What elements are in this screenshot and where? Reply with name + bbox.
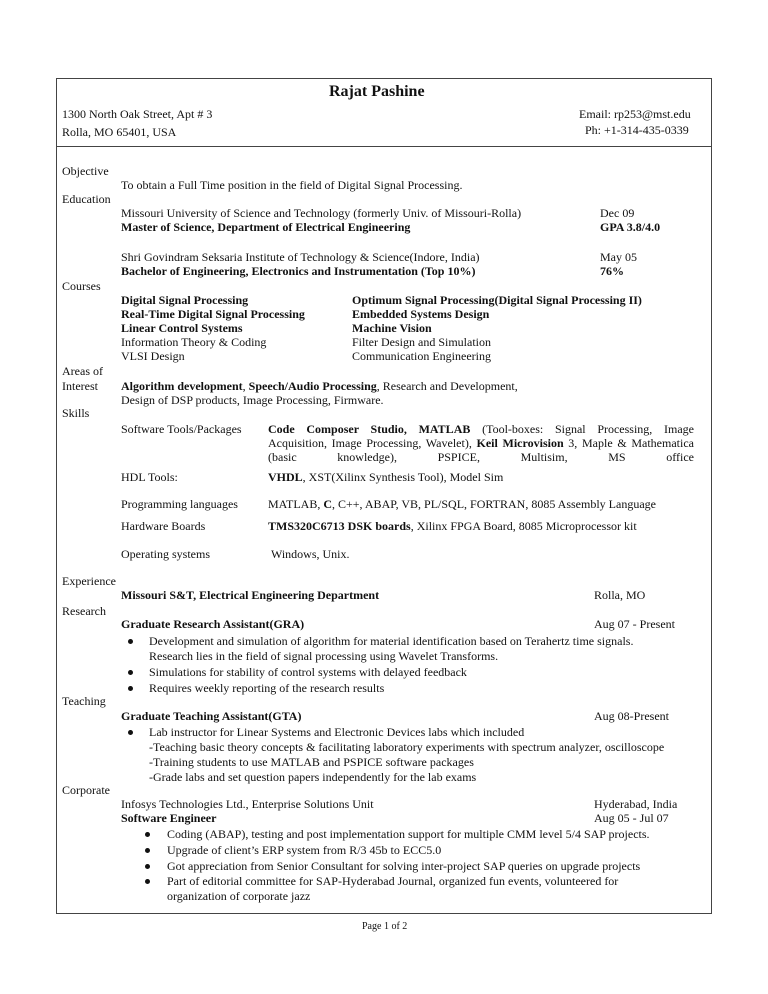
corp-bullet: Part of editorial committee for SAP-Hyderabad Journal, organized fun events, volunteered for [167,874,619,888]
gta-sub-item: -Training students to use MATLAB and PSPICE software packages [149,755,474,769]
course-item: Information Theory & Coding [121,335,267,349]
edu-2-score: 76% [600,264,624,278]
label-research: Research [62,604,106,618]
candidate-name: Rajat Pashine [329,83,425,100]
label-corporate: Corporate [62,783,110,797]
bullet-dot [145,879,150,884]
label-interest: Interest [62,379,98,393]
address-line-2: Rolla, MO 65401, USA [62,125,177,139]
edu-2-date: May 05 [600,250,637,264]
email: Email: rp253@mst.edu [579,107,691,121]
corp-title: Software Engineer [121,811,217,825]
edu-1-school: Missouri University of Science and Technology (formerly Univ. of Missouri-Rolla) [121,206,522,220]
label-skills: Skills [62,406,90,420]
bullet-dot [128,639,133,644]
label-teaching: Teaching [62,694,106,708]
gra-bullet: Requires weekly reporting of the research results [149,681,385,695]
phone: Ph: +1-314-435-0339 [585,123,689,137]
corp-bullet: Got appreciation from Senior Consultant for solving inter-project SAP queries on upgrade projects [167,859,641,873]
skill-label-os: Operating systems [121,547,210,561]
skill-label-software: Software Tools/Packages [121,422,242,436]
course-item: VLSI Design [121,349,185,363]
course-item: Machine Vision [352,321,432,335]
corp-bullet-cont: organization of corporate jazz [167,889,311,903]
label-areas: Areas of [62,364,103,378]
page-number: Page 1 of 2 [362,921,408,932]
gra-bullet: Simulations for stability of control systems with delayed feedback [149,665,467,679]
gta-sub-item: -Grade labs and set question papers independently for the lab exams [149,770,477,784]
gra-bullet: Development and simulation of algorithm for material identification based on Terahertz time signals. [149,634,634,648]
skill-label-hardware: Hardware Boards [121,519,206,533]
course-item: Filter Design and Simulation [352,335,491,349]
interest-line-2: Design of DSP products, Image Processing, Firmware. [121,393,384,407]
objective-text: To obtain a Full Time position in the field of Digital Signal Processing. [121,178,463,192]
address-line-1: 1300 North Oak Street, Apt # 3 [62,107,213,121]
skill-label-programming: Programming languages [121,497,238,511]
course-item: Communication Engineering [352,349,491,363]
corp-date: Aug 05 - Jul 07 [594,811,669,825]
gra-bullet-cont: Research lies in the field of signal processing using Wavelet Transforms. [149,649,499,663]
exp-location: Rolla, MO [594,588,646,602]
resume-border [56,78,712,914]
label-objective: Objective [62,164,109,178]
gra-title: Graduate Research Assistant(GRA) [121,617,305,631]
bullet-dot [128,730,133,735]
label-education: Education [62,192,111,206]
edu-1-score: GPA 3.8/4.0 [600,220,661,234]
corp-bullet: Upgrade of client’s ERP system from R/3 45b to ECC5.0 [167,843,442,857]
corp-location: Hyderabad, India [594,797,678,811]
course-item: Linear Control Systems [121,321,243,335]
corp-bullet: Coding (ABAP), testing and post implementation support for multiple CMM level 5/4 SAP projects. [167,827,650,841]
skill-label-hdl: HDL Tools: [121,470,178,484]
label-experience: Experience [62,574,116,588]
edu-1-date: Dec 09 [600,206,635,220]
skill-value-software: Code Composer Studio, MATLAB (Tool-boxes: Signal Processing, Image Acquisition, Image Processing, Wavelet), Keil Microvision 3, Maple & Mathematica (basic knowledge), PSPICE, Multisim, MS office [268,422,695,464]
course-item: Real-Time Digital Signal Processing [121,307,305,321]
header-divider [56,146,711,147]
exp-dept: Missouri S&T, Electrical Engineering Department [121,588,380,602]
bullet-dot [145,832,150,837]
edu-2-degree: Bachelor of Engineering, Electronics and Instrumentation (Top 10%) [121,264,476,278]
label-courses: Courses [62,279,101,293]
bullet-dot [145,864,150,869]
skill-value-hardware: TMS320C6713 DSK boards, Xilinx FPGA Board, 8085 Microprocessor kit [268,519,637,533]
gta-bullet: Lab instructor for Linear Systems and Electronic Devices labs which included [149,725,525,739]
course-item: Optimum Signal Processing(Digital Signal Processing II) [352,293,642,307]
skill-value-os: Windows, Unix. [271,547,350,561]
interest-line-1: Algorithm development, Speech/Audio Processing, Research and Development, [121,379,518,393]
bullet-dot [145,848,150,853]
skill-value-hdl: VHDL, XST(Xilinx Synthesis Tool), Model Sim [268,470,504,484]
gta-sub-item: -Teaching basic theory concepts & facilitating laboratory experiments with spectrum analyzer, oscilloscope [149,740,665,754]
gra-date: Aug 07 - Present [594,617,675,631]
course-item: Embedded Systems Design [352,307,490,321]
corp-company: Infosys Technologies Ltd., Enterprise Solutions Unit [121,797,374,811]
skill-value-programming: MATLAB, C, C++, ABAP, VB, PL/SQL, FORTRAN, 8085 Assembly Language [268,497,656,511]
gta-date: Aug 08-Present [594,709,669,723]
gta-title: Graduate Teaching Assistant(GTA) [121,709,302,723]
bullet-dot [128,686,133,691]
edu-2-school: Shri Govindram Seksaria Institute of Technology & Science(Indore, India) [121,250,480,264]
bullet-dot [128,670,133,675]
course-item: Digital Signal Processing [121,293,249,307]
edu-1-degree: Master of Science, Department of Electrical Engineering [121,220,411,234]
